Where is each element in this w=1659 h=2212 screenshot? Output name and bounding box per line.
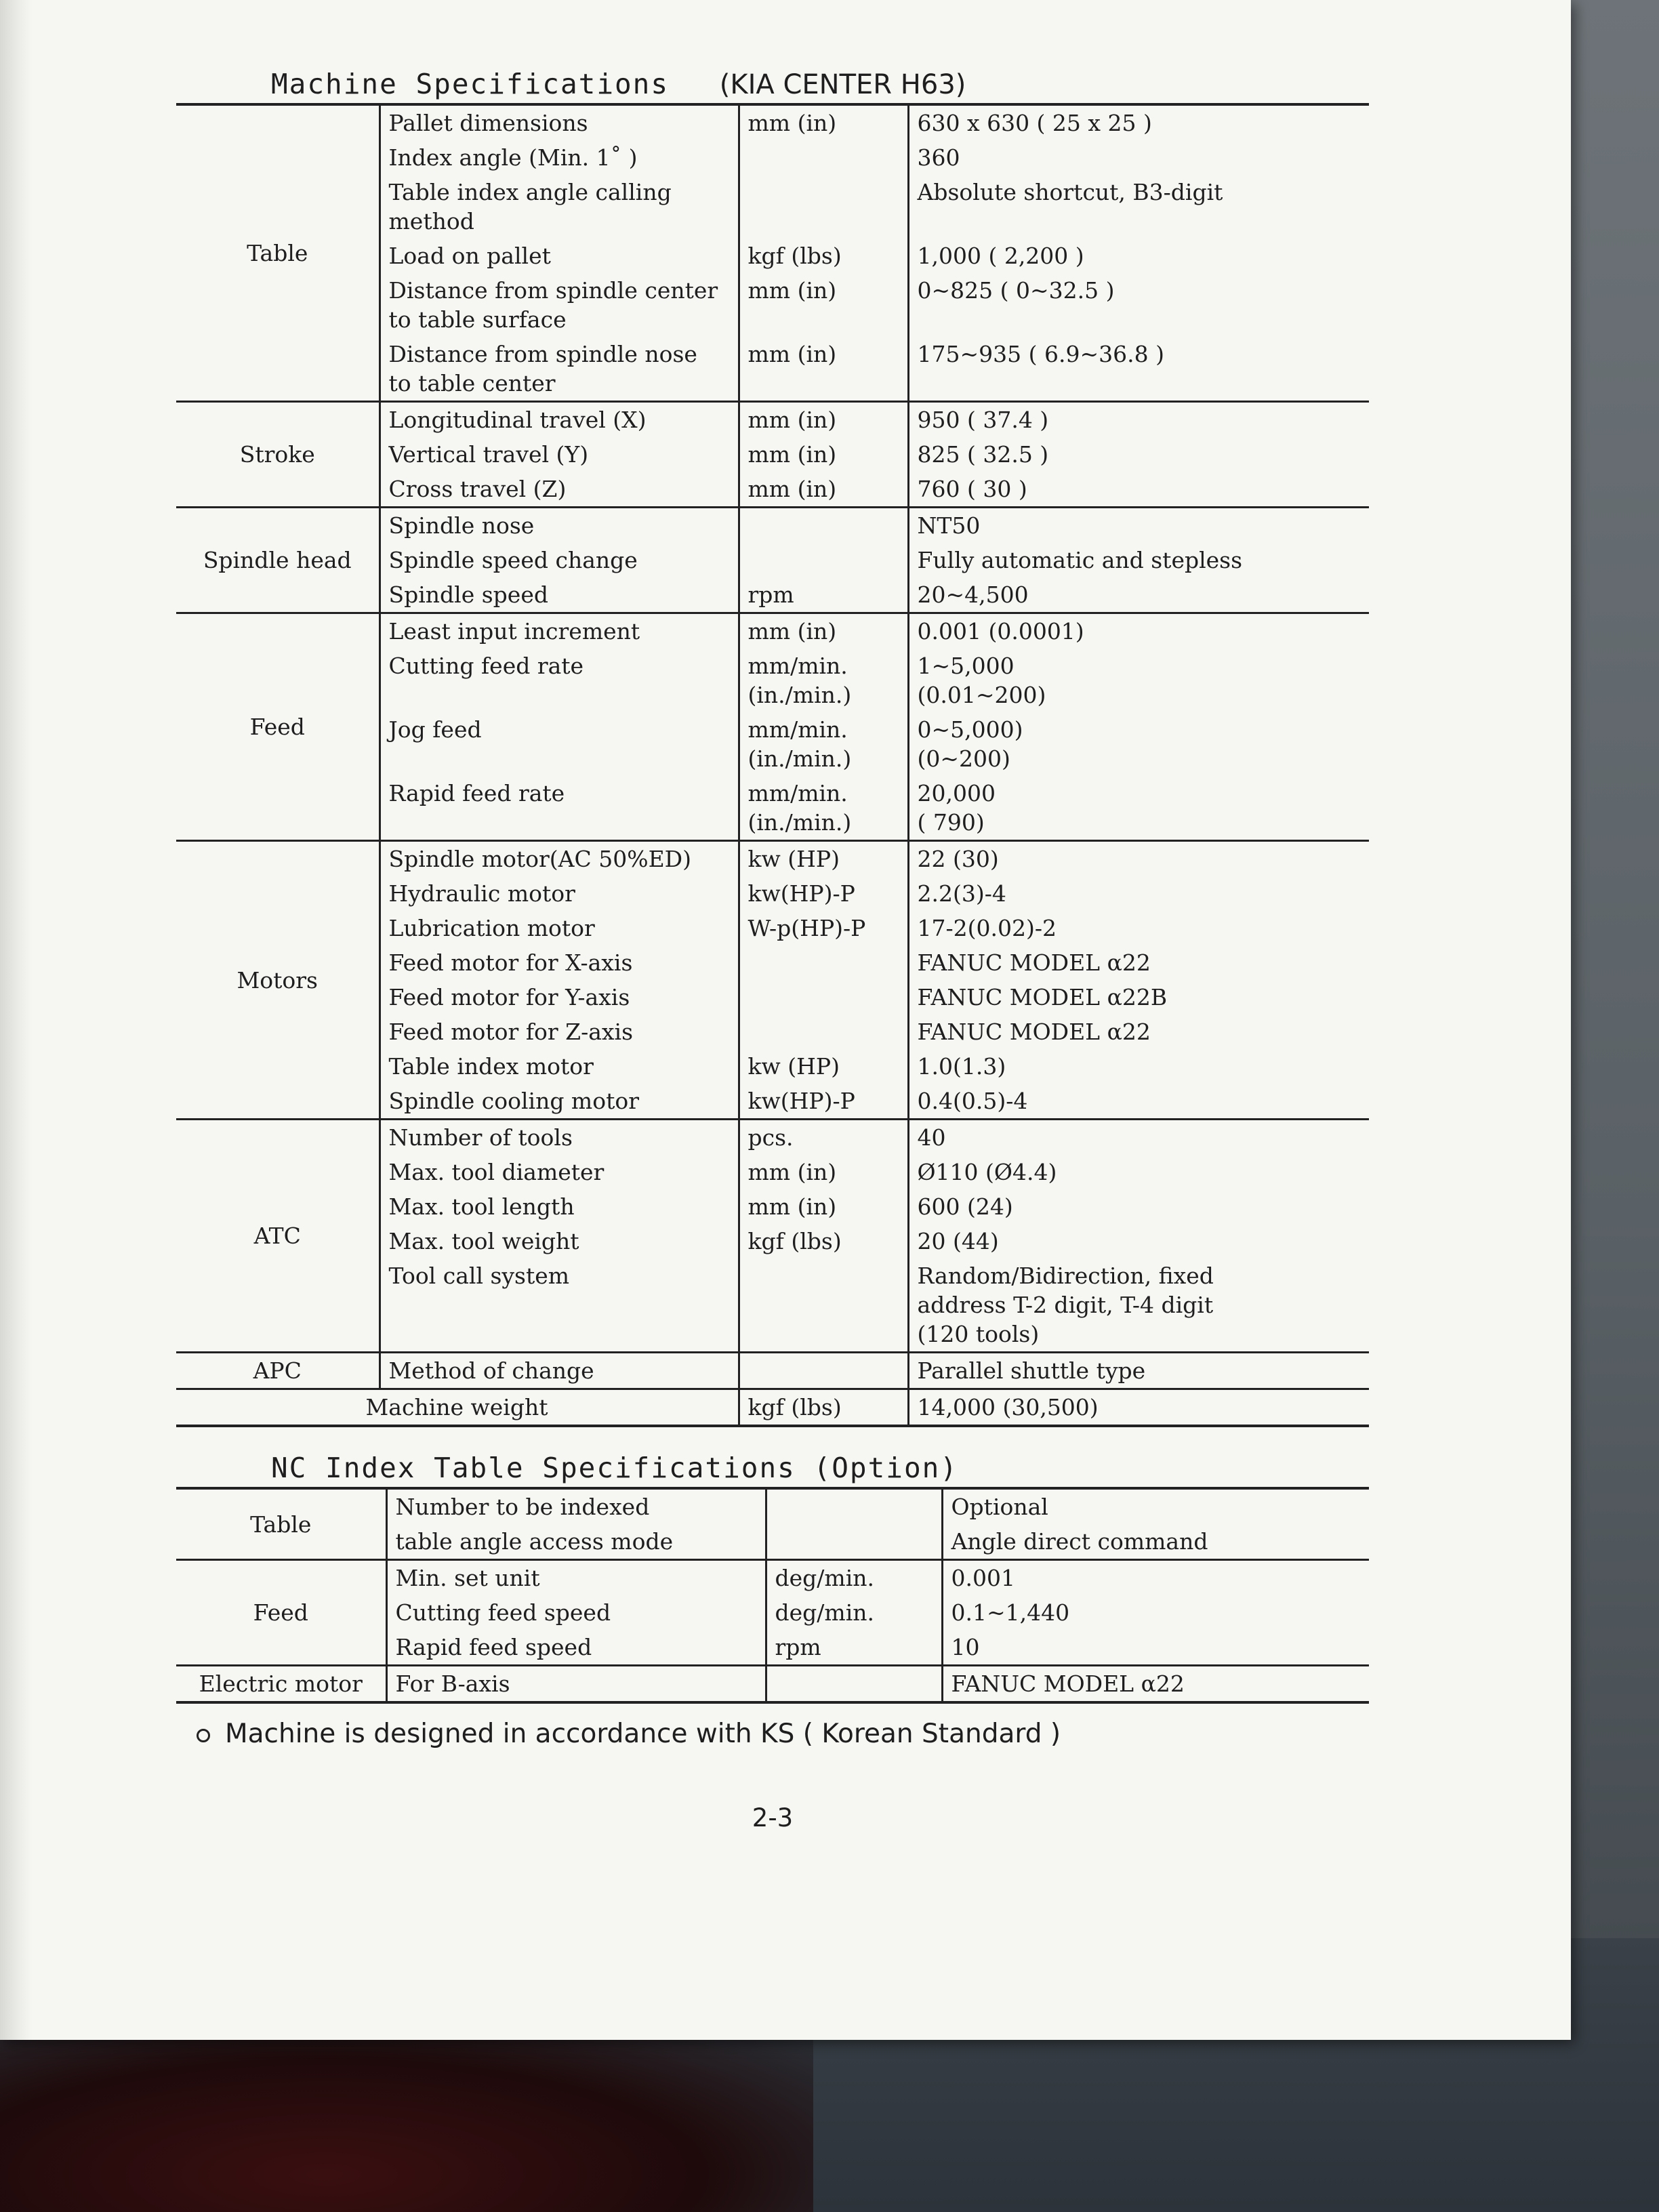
- value-cell: [908, 980, 1369, 1015]
- spec-content: [176, 68, 1369, 1832]
- page-title: [271, 68, 1369, 100]
- category-cell: Spindle head: [176, 508, 380, 613]
- value-cell: [908, 1258, 1369, 1353]
- cell-line: mm/min.: [747, 780, 848, 806]
- unit-cell: [739, 508, 908, 544]
- cell-line: Hydraulic motor: [388, 880, 575, 907]
- nc-value-cell: 10: [951, 1634, 980, 1660]
- item-cell: [380, 104, 739, 140]
- spec-row: [176, 104, 1369, 140]
- unit-cell: [739, 1049, 908, 1084]
- category-cell: Feed: [176, 613, 380, 841]
- cell-line: mm (in): [747, 277, 837, 304]
- nc-category-cell: Table: [176, 1488, 386, 1560]
- value-cell: [908, 1353, 1369, 1389]
- unit-cell: [739, 945, 908, 980]
- category-cell: APC: [176, 1353, 380, 1389]
- unit-cell: [739, 1189, 908, 1224]
- value-cell: [908, 1224, 1369, 1258]
- cell-line: (0.01~200): [917, 682, 1046, 708]
- cell-line: Method of change: [388, 1357, 594, 1384]
- cell-line: 20~4,500: [917, 581, 1029, 608]
- cell-line: FANUC MODEL α22: [917, 1019, 1151, 1045]
- item-cell: [380, 980, 739, 1015]
- cell-line: mm (in): [747, 407, 837, 433]
- cell-line: Least input increment: [388, 618, 640, 644]
- item-cell: [380, 613, 739, 649]
- item-cell: [380, 1120, 739, 1155]
- item-cell: [380, 402, 739, 438]
- unit-cell: [739, 1224, 908, 1258]
- unit-cell: [739, 104, 908, 140]
- value-cell: [908, 175, 1369, 239]
- cell-line: Fully automatic and stepless: [917, 547, 1243, 573]
- unit-cell: [739, 841, 908, 877]
- value-cell: [908, 1189, 1369, 1224]
- item-cell: [380, 1084, 739, 1120]
- unit-cell: [739, 1353, 908, 1389]
- unit-cell: [739, 613, 908, 649]
- cell-line: 2.2(3)-4: [917, 880, 1006, 907]
- item-cell: [380, 712, 739, 776]
- cell-line: 1~5,000: [917, 653, 1015, 679]
- cell-line: W-p(HP)-P: [747, 915, 866, 941]
- nc-value-cell: FANUC MODEL α22: [942, 1666, 1369, 1703]
- nc-unit-cell: rpm: [766, 1630, 942, 1666]
- cell-line: mm (in): [747, 110, 837, 136]
- cell-line: 950 ( 37.4 ): [917, 407, 1049, 433]
- unit-cell: [739, 1015, 908, 1049]
- cell-line: Feed motor for Z-axis: [388, 1019, 634, 1045]
- cell-line: kgf (lbs): [747, 1228, 842, 1254]
- cell-line: mm (in): [747, 1193, 837, 1220]
- nc-unit-cell: deg/min.: [766, 1560, 942, 1596]
- cell-line: Distance from spindle nose: [388, 341, 697, 367]
- value-cell: [908, 337, 1369, 402]
- category-cell: Stroke: [176, 402, 380, 508]
- cell-line: Rapid feed rate: [388, 780, 565, 806]
- nc-value-cell: 0.1~1,440: [951, 1599, 1070, 1626]
- nc-item-cell: Rapid feed speed: [395, 1634, 592, 1660]
- value-cell: [908, 508, 1369, 544]
- machine-weight-label: Machine weight: [176, 1389, 739, 1427]
- value-cell: [908, 712, 1369, 776]
- value-cell: [908, 1120, 1369, 1155]
- cell-line: Feed motor for Y-axis: [388, 984, 630, 1010]
- item-cell: [380, 1189, 739, 1224]
- value-cell: [908, 437, 1369, 472]
- machine-weight-row: [176, 1389, 1369, 1427]
- category-cell: Table: [176, 104, 380, 402]
- nc-item-cell: For B-axis: [386, 1666, 766, 1703]
- machine-weight-value: 14,000 (30,500): [908, 1389, 1369, 1427]
- value-cell: [908, 577, 1369, 613]
- spec-row: [176, 841, 1369, 877]
- unit-cell: [739, 649, 908, 712]
- value-cell: [908, 776, 1369, 841]
- unit-cell: [739, 437, 908, 472]
- unit-cell: [739, 337, 908, 402]
- cell-line: FANUC MODEL α22: [917, 949, 1151, 976]
- value-cell: [908, 140, 1369, 175]
- value-cell: [908, 1049, 1369, 1084]
- unit-cell: [739, 273, 908, 337]
- cell-line: mm (in): [747, 341, 837, 367]
- cell-line: 20 (44): [917, 1228, 999, 1254]
- item-cell: [380, 508, 739, 544]
- cell-line: mm (in): [747, 441, 837, 468]
- cell-line: Pallet dimensions: [388, 110, 588, 136]
- cell-line: Jog feed: [388, 716, 482, 743]
- spec-row: [176, 508, 1369, 544]
- cell-line: kw (HP): [747, 846, 840, 872]
- value-cell: [908, 649, 1369, 712]
- cell-line: Spindle speed: [388, 581, 548, 608]
- cell-line: kw (HP): [747, 1053, 840, 1080]
- cell-line: Distance from spindle center: [388, 277, 718, 304]
- value-cell: [908, 1015, 1369, 1049]
- item-cell: [380, 1155, 739, 1189]
- cell-line: Load on pallet: [388, 243, 551, 269]
- item-cell: [380, 876, 739, 911]
- nc-unit-cell: [766, 1524, 942, 1560]
- spec-row: [176, 402, 1369, 438]
- cell-line: mm (in): [747, 618, 837, 644]
- machine-weight-unit: kgf (lbs): [739, 1389, 908, 1427]
- nc-value-cell: Angle direct command: [951, 1528, 1208, 1555]
- cell-line: Tool call system: [388, 1263, 570, 1289]
- cell-line: Absolute shortcut, B3-digit: [917, 179, 1223, 205]
- nc-item-cell: Min. set unit: [386, 1560, 766, 1596]
- cell-line: (in./min.): [747, 682, 852, 708]
- unit-cell: [739, 712, 908, 776]
- cell-line: Table index motor: [388, 1053, 594, 1080]
- cell-line: 360: [917, 144, 960, 171]
- category-cell: Motors: [176, 841, 380, 1120]
- cell-line: 1,000 ( 2,200 ): [917, 243, 1084, 269]
- red-fabric: [0, 2026, 813, 2212]
- cell-line: Index angle (Min. 1˚ ): [388, 144, 638, 171]
- item-cell: [380, 911, 739, 945]
- nc-unit-cell: deg/min.: [766, 1595, 942, 1630]
- page-number: 2-3: [752, 1803, 794, 1832]
- cell-line: Max. tool diameter: [388, 1159, 605, 1185]
- cell-line: mm (in): [747, 476, 837, 502]
- cell-line: Spindle speed change: [388, 547, 638, 573]
- spec-row: [176, 613, 1369, 649]
- cell-line: 630 x 630 ( 25 x 25 ): [917, 110, 1152, 136]
- nc-value-cell: 0.001: [942, 1560, 1369, 1596]
- cell-line: 0~825 ( 0~32.5 ): [917, 277, 1115, 304]
- cell-line: method: [388, 208, 474, 234]
- item-cell: [380, 1049, 739, 1084]
- item-cell: [380, 776, 739, 841]
- cell-line: 20,000: [917, 780, 996, 806]
- unit-cell: [739, 543, 908, 577]
- value-cell: [908, 1084, 1369, 1120]
- unit-cell: [739, 1120, 908, 1155]
- item-cell: [380, 841, 739, 877]
- item-cell: [380, 175, 739, 239]
- cell-line: 0.001 (0.0001): [917, 618, 1084, 644]
- value-cell: [908, 543, 1369, 577]
- item-cell: [380, 337, 739, 402]
- cell-line: (0~200): [917, 745, 1010, 772]
- nc-category-cell: Feed: [176, 1560, 386, 1666]
- cell-line: Random/Bidirection, fixed: [917, 1263, 1214, 1289]
- value-cell: [908, 613, 1369, 649]
- value-cell: [908, 841, 1369, 877]
- cell-line: kgf (lbs): [747, 243, 842, 269]
- value-cell: [908, 472, 1369, 508]
- nc-section-title: [271, 1452, 1369, 1484]
- cell-line: Spindle nose: [388, 512, 535, 539]
- cell-line: ( 790): [917, 809, 985, 836]
- footnote: [197, 1719, 1369, 1749]
- cell-line: Vertical travel (Y): [388, 441, 589, 468]
- cell-line: address T-2 digit, T-4 digit: [917, 1292, 1214, 1318]
- unit-cell: [739, 980, 908, 1015]
- nc-unit-cell: [766, 1488, 942, 1524]
- value-cell: [908, 876, 1369, 911]
- cell-line: Max. tool length: [388, 1193, 575, 1220]
- cell-line: 825 ( 32.5 ): [917, 441, 1049, 468]
- cell-line: Longitudinal travel (X): [388, 407, 647, 433]
- item-cell: [380, 273, 739, 337]
- cell-line: kw(HP)-P: [747, 880, 855, 907]
- nc-row: [176, 1488, 1369, 1524]
- value-cell: [908, 239, 1369, 273]
- cell-line: to table center: [388, 370, 556, 396]
- unit-cell: [739, 239, 908, 273]
- cell-line: Spindle cooling motor: [388, 1088, 639, 1114]
- value-cell: [908, 402, 1369, 438]
- item-cell: [380, 577, 739, 613]
- nc-item-cell: Cutting feed speed: [395, 1599, 611, 1626]
- nc-item-cell: Number to be indexed: [386, 1488, 766, 1524]
- unit-cell: [739, 472, 908, 508]
- unit-cell: [739, 140, 908, 175]
- item-cell: [380, 1015, 739, 1049]
- cell-line: Table index angle calling: [388, 179, 672, 205]
- cell-line: (in./min.): [747, 809, 852, 836]
- cell-line: Lubrication motor: [388, 915, 595, 941]
- nc-unit-cell: [766, 1666, 942, 1703]
- cell-line: (in./min.): [747, 745, 852, 772]
- unit-cell: [739, 175, 908, 239]
- item-cell: [380, 140, 739, 175]
- cell-line: Spindle motor(AC 50%ED): [388, 846, 692, 872]
- value-cell: [908, 911, 1369, 945]
- cell-line: mm/min.: [747, 716, 848, 743]
- cell-line: 600 (24): [917, 1193, 1013, 1220]
- item-cell: [380, 437, 739, 472]
- spec-row: [176, 1353, 1369, 1389]
- cell-line: rpm: [747, 581, 794, 608]
- value-cell: [908, 273, 1369, 337]
- nc-value-cell: Optional: [942, 1488, 1369, 1524]
- cell-line: pcs.: [747, 1124, 794, 1151]
- item-cell: [380, 239, 739, 273]
- item-cell: [380, 1258, 739, 1353]
- nc-title-text: NC Index Table Specifications (Option): [271, 1452, 958, 1484]
- cell-line: Feed motor for X-axis: [388, 949, 633, 976]
- category-cell: ATC: [176, 1120, 380, 1353]
- title-text: Machine Specifications: [271, 68, 670, 100]
- cell-line: Ø110 (Ø4.4): [917, 1159, 1057, 1185]
- cell-line: mm/min.: [747, 653, 848, 679]
- nc-index-table: [176, 1487, 1369, 1704]
- cell-line: NT50: [917, 512, 981, 539]
- unit-cell: [739, 577, 908, 613]
- cell-line: 1.0(1.3): [917, 1053, 1006, 1080]
- cell-line: kw(HP)-P: [747, 1088, 855, 1114]
- footnote-text: Machine is designed in accordance with KS ( Korean Standard ): [225, 1719, 1061, 1749]
- unit-cell: [739, 402, 908, 438]
- item-cell: [380, 945, 739, 980]
- cell-line: Max. tool weight: [388, 1228, 579, 1254]
- item-cell: [380, 1224, 739, 1258]
- value-cell: [908, 945, 1369, 980]
- cell-line: 17-2(0.02)-2: [917, 915, 1057, 941]
- nc-category-cell: Electric motor: [176, 1666, 386, 1703]
- item-cell: [380, 472, 739, 508]
- unit-cell: [739, 876, 908, 911]
- item-cell: [380, 543, 739, 577]
- cell-line: 0.4(0.5)-4: [917, 1088, 1028, 1114]
- cell-line: FANUC MODEL α22B: [917, 984, 1168, 1010]
- model-text: (KIA CENTER H63): [719, 69, 966, 100]
- nc-row: [176, 1666, 1369, 1703]
- cell-line: to table surface: [388, 306, 567, 333]
- value-cell: [908, 104, 1369, 140]
- cell-line: 40: [917, 1124, 946, 1151]
- cell-line: Parallel shuttle type: [917, 1357, 1146, 1384]
- nc-item-cell: table angle access mode: [395, 1528, 674, 1555]
- unit-cell: [739, 1258, 908, 1353]
- cell-line: 22 (30): [917, 846, 999, 872]
- cell-line: mm (in): [747, 1159, 837, 1185]
- nc-row: [176, 1560, 1369, 1596]
- cell-line: Number of tools: [388, 1124, 573, 1151]
- value-cell: [908, 1155, 1369, 1189]
- item-cell: [380, 649, 739, 712]
- cell-line: Cross travel (Z): [388, 476, 567, 502]
- unit-cell: [739, 911, 908, 945]
- cell-line: (120 tools): [917, 1321, 1040, 1347]
- cell-line: Cutting feed rate: [388, 653, 584, 679]
- unit-cell: [739, 1084, 908, 1120]
- machine-spec-table: [176, 103, 1369, 1427]
- cell-line: 0~5,000): [917, 716, 1023, 743]
- unit-cell: [739, 776, 908, 841]
- spec-row: [176, 1120, 1369, 1155]
- cell-line: 175~935 ( 6.9~36.8 ): [917, 341, 1164, 367]
- unit-cell: [739, 1155, 908, 1189]
- page-binding-edge: [0, 0, 33, 2040]
- bullet-icon: [197, 1729, 210, 1742]
- cell-line: 760 ( 30 ): [917, 476, 1027, 502]
- item-cell: [380, 1353, 739, 1389]
